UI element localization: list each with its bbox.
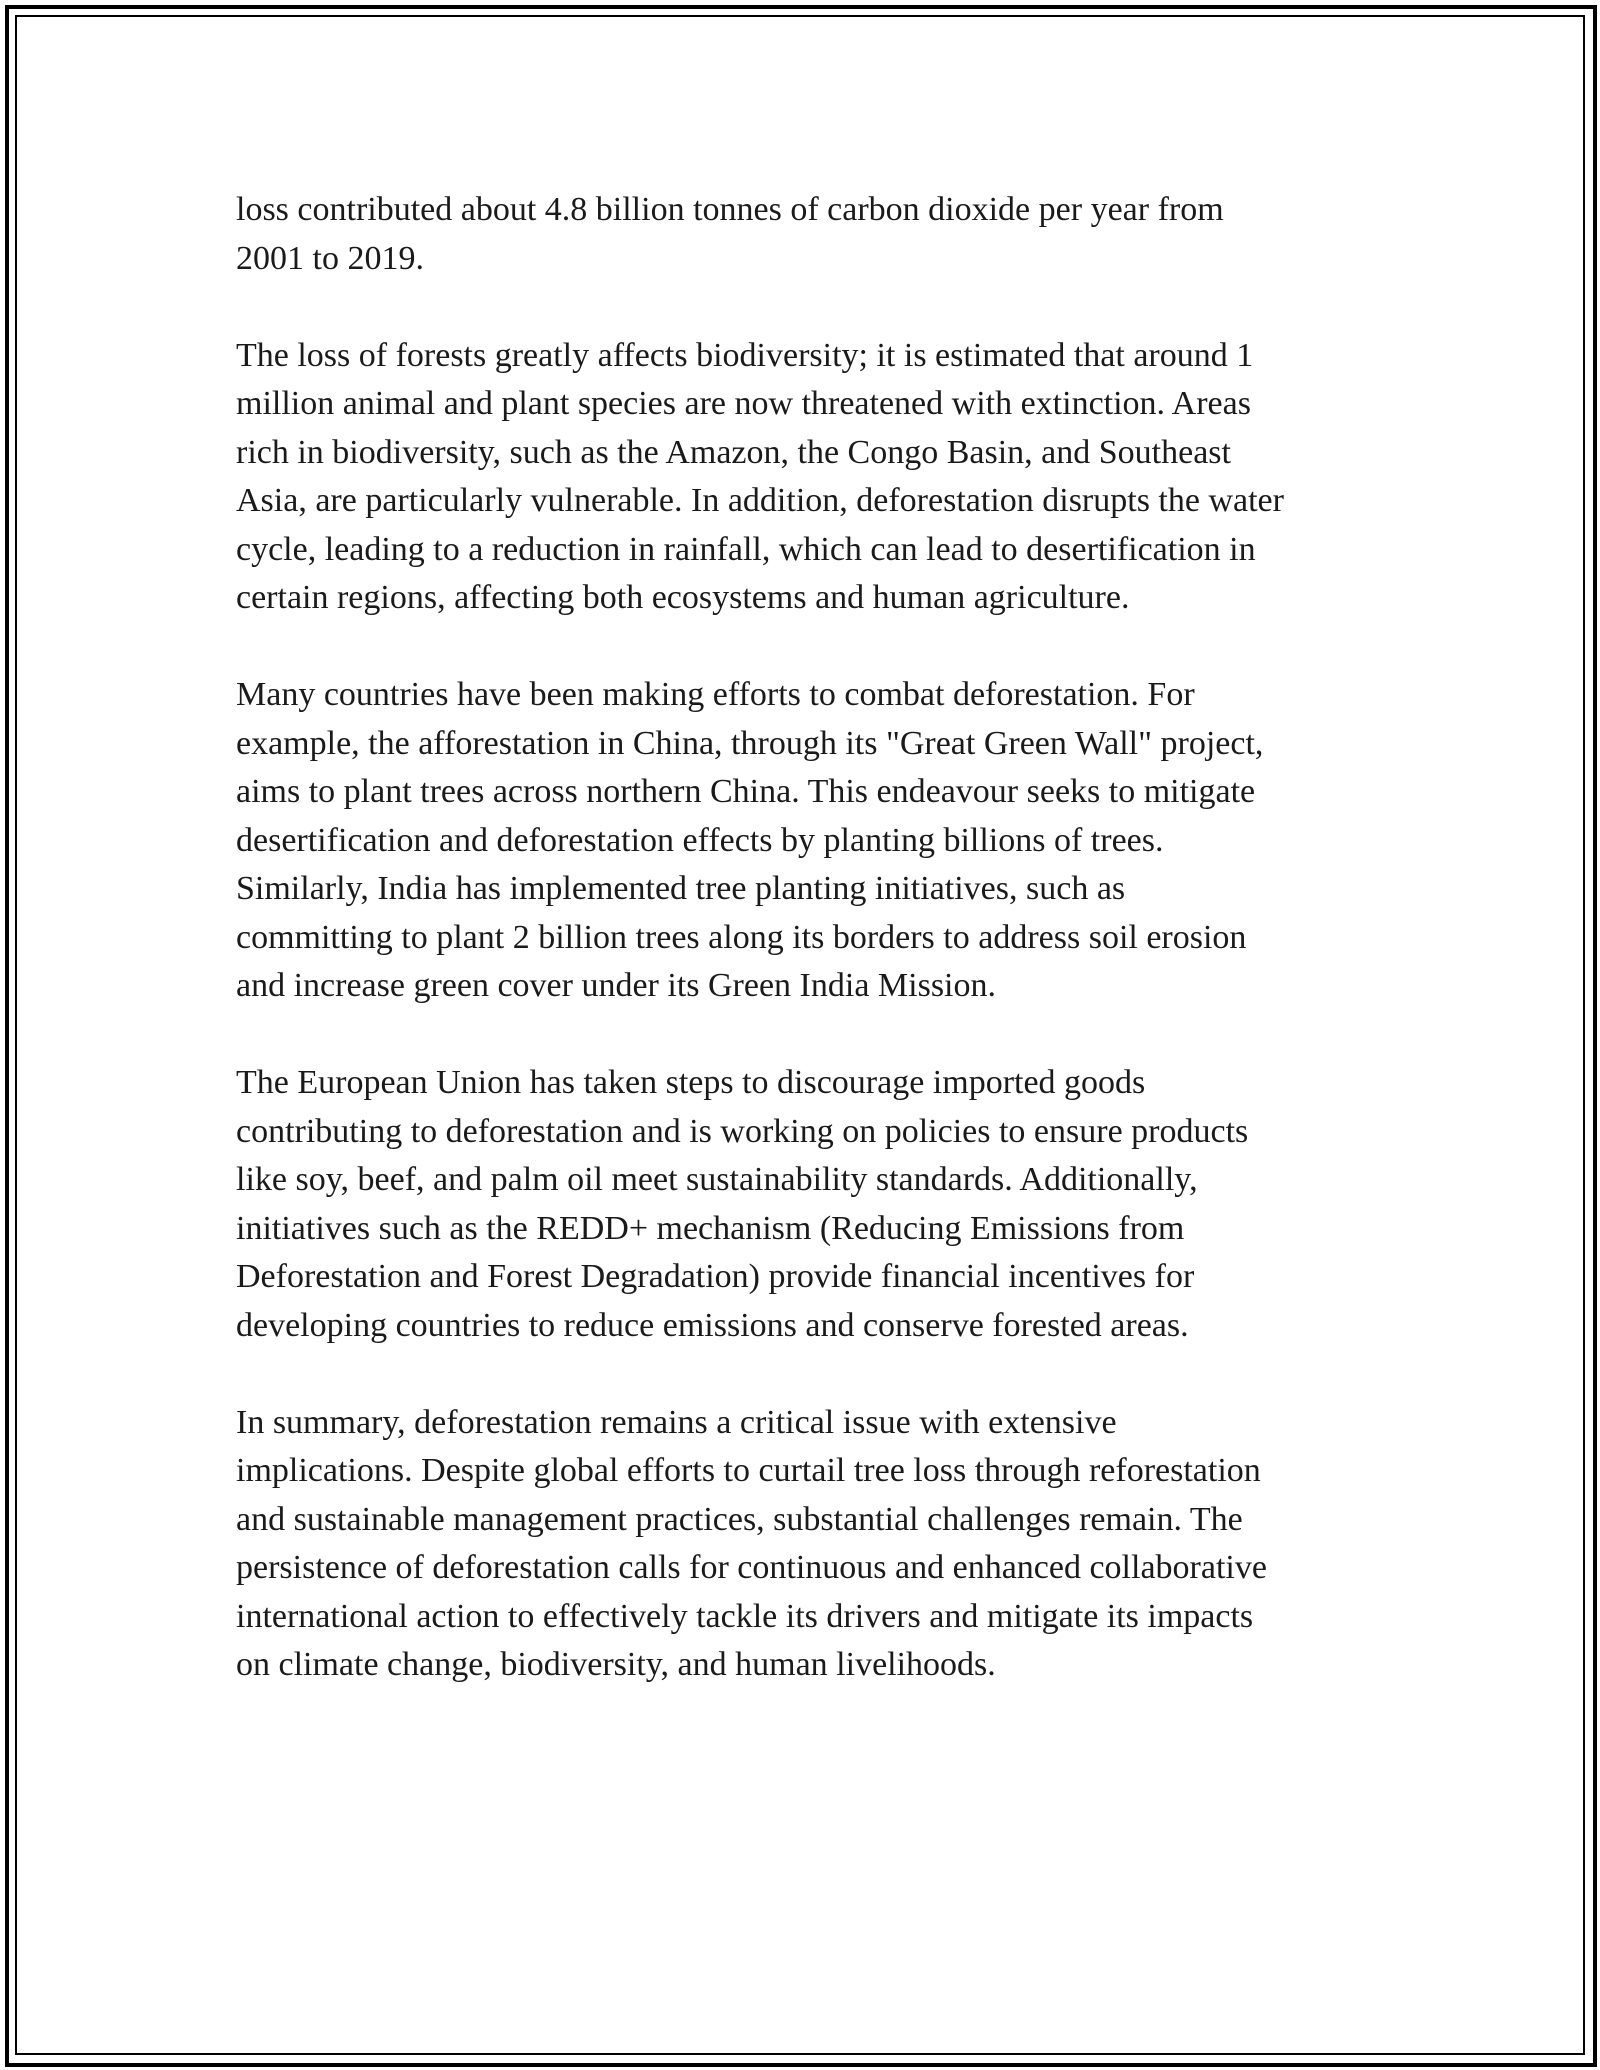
text-line: million animal and plant species are now threatened with extinction. Areas xyxy=(236,385,1251,422)
text-line: desertification and deforestation effects by planting billions of trees. xyxy=(236,821,1164,859)
text-line: and sustainable management practices, substantial challenges remain. The xyxy=(236,1500,1243,1538)
text-line: implications. Despite global efforts to curtail tree loss through reforestation xyxy=(236,1452,1261,1489)
text-line: In summary, deforestation remains a critical issue with extensive xyxy=(236,1403,1117,1441)
text-line: Asia, are particularly vulnerable. In addition, deforestation disrupts the water xyxy=(236,482,1284,519)
text-line: The loss of forests greatly affects biodiversity; it is estimated that around 1 xyxy=(236,336,1254,374)
text-line: committing to plant 2 billion trees along its borders to address soil erosion xyxy=(236,918,1247,956)
text-line: initiatives such as the REDD+ mechanism (Reducing Emissions from xyxy=(236,1209,1185,1247)
text-line: example, the afforestation in China, through its "Great Green Wall" project, xyxy=(236,724,1264,762)
text-line: rich in biodiversity, such as the Amazon, the Congo Basin, and Southeast xyxy=(236,433,1231,471)
text-line: 2001 to 2019. xyxy=(236,239,424,277)
text-line: Many countries have been making efforts to combat deforestation. For xyxy=(236,676,1195,713)
text-line: persistence of deforestation calls for continuous and enhanced collaborative xyxy=(236,1549,1267,1586)
paragraph-biodiversity xyxy=(236,332,1386,623)
text-line: The European Union has taken steps to discourage imported goods xyxy=(236,1064,1146,1101)
paragraph-european-union xyxy=(236,1059,1386,1350)
text-line: international action to effectively tackle its drivers and mitigate its impacts xyxy=(236,1597,1254,1635)
text-line: loss contributed about 4.8 billion tonnes of carbon dioxide per year from xyxy=(236,191,1224,228)
text-line: like soy, beef, and palm oil meet sustainability standards. Additionally, xyxy=(236,1161,1198,1198)
text-line: certain regions, affecting both ecosystems and human agriculture. xyxy=(236,579,1130,616)
text-line: Deforestation and Forest Degradation) provide financial incentives for xyxy=(236,1258,1195,1295)
text-line: cycle, leading to a reduction in rainfall, which can lead to desertification in xyxy=(236,530,1256,568)
paragraph-country-efforts xyxy=(236,671,1386,1011)
text-line: and increase green cover under its Green India Mission. xyxy=(236,967,997,1004)
text-line: on climate change, biodiversity, and human livelihoods. xyxy=(236,1646,996,1683)
text-line: contributing to deforestation and is working on policies to ensure products xyxy=(236,1112,1249,1150)
paragraph-emissions-continuation xyxy=(236,186,1386,283)
paragraph-summary xyxy=(236,1399,1386,1690)
text-line: aims to plant trees across northern China. This endeavour seeks to mitigate xyxy=(236,773,1256,810)
text-line: developing countries to reduce emissions and conserve forested areas. xyxy=(236,1306,1189,1344)
document-body xyxy=(236,186,1386,1690)
text-line: Similarly, India has implemented tree planting initiatives, such as xyxy=(236,870,1126,907)
